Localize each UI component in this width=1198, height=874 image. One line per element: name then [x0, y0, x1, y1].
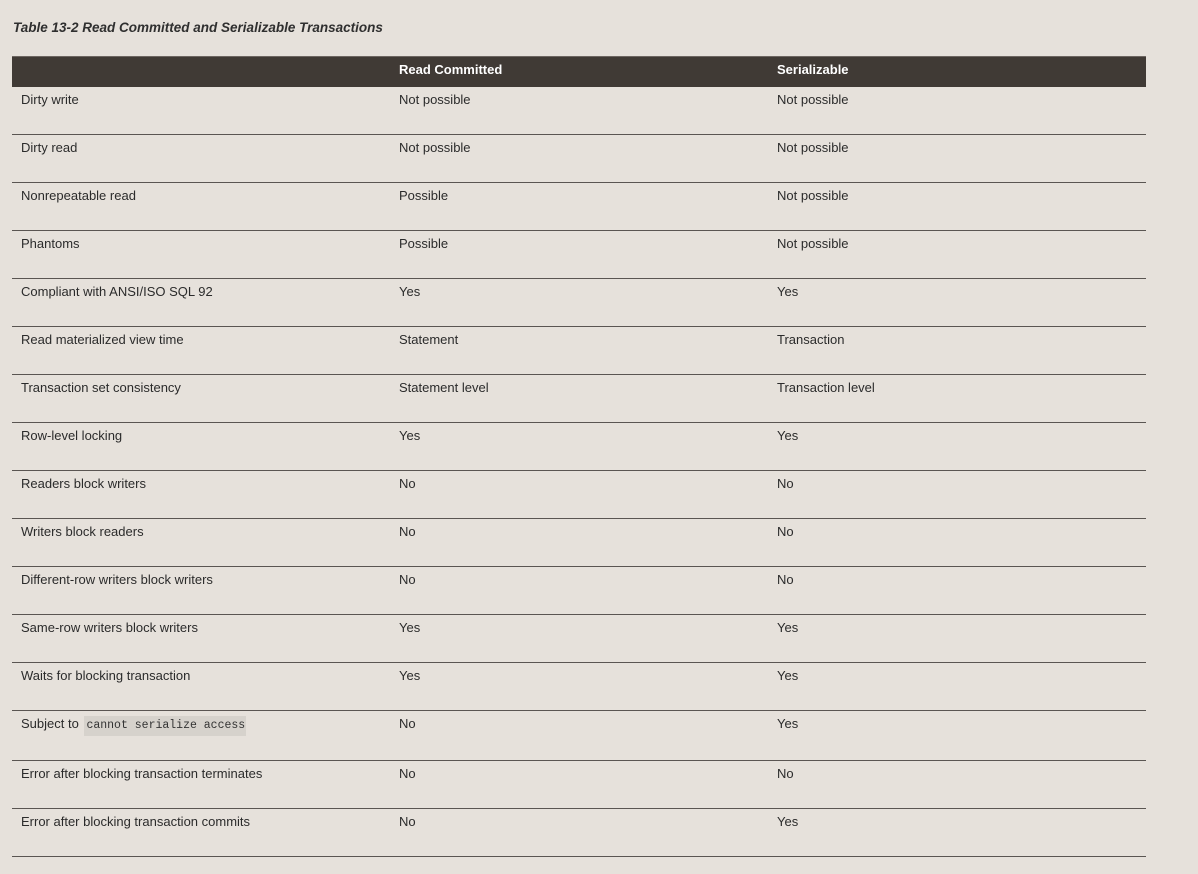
serializable-cell: Not possible — [777, 188, 849, 203]
read-committed-cell: Not possible — [399, 92, 471, 107]
table-row — [12, 471, 1146, 519]
feature-cell: Transaction set consistency — [21, 380, 181, 395]
read-committed-cell: No — [399, 572, 416, 587]
serializable-cell: Yes — [777, 814, 799, 829]
header-serializable: Serializable — [777, 62, 849, 77]
feature-cell: Same-row writers block writers — [21, 620, 198, 635]
feature-cell: Dirty write — [21, 92, 79, 107]
serializable-cell: Yes — [777, 284, 799, 299]
read-committed-cell: Statement — [399, 332, 459, 347]
serializable-cell: Not possible — [777, 236, 849, 251]
feature-cell — [12, 711, 390, 732]
serializable-cell: No — [777, 572, 794, 587]
read-committed-cell: Yes — [399, 428, 421, 443]
table-row — [12, 567, 1146, 615]
feature-text: Subject to — [21, 716, 79, 731]
read-committed-cell: No — [399, 814, 416, 829]
serializable-cell: Yes — [777, 668, 799, 683]
read-committed-cell: No — [399, 524, 416, 539]
feature-cell: Nonrepeatable read — [21, 188, 136, 203]
table-row — [12, 663, 1146, 711]
feature-cell: Error after blocking transaction commits — [21, 814, 251, 829]
table-row — [12, 809, 1146, 857]
table-row — [12, 135, 1146, 183]
table-row — [12, 183, 1146, 231]
read-committed-cell: No — [399, 476, 416, 491]
table-row — [12, 279, 1146, 327]
read-committed-cell: Not possible — [399, 140, 471, 155]
serializable-cell: Yes — [777, 716, 799, 731]
feature-cell: Writers block readers — [21, 524, 144, 539]
table-row — [12, 87, 1146, 135]
serializable-cell: No — [777, 524, 794, 539]
read-committed-cell: Possible — [399, 188, 449, 203]
table-row — [12, 711, 1146, 761]
serializable-cell: No — [777, 476, 794, 491]
header-feature — [12, 57, 390, 62]
read-committed-cell: Yes — [399, 668, 421, 683]
serializable-cell: Not possible — [777, 140, 849, 155]
read-committed-cell: Statement level — [399, 380, 489, 395]
read-committed-cell: Yes — [399, 620, 421, 635]
read-committed-cell: No — [399, 766, 416, 781]
feature-cell: Dirty read — [21, 140, 78, 155]
serializable-cell: Transaction — [777, 332, 845, 347]
table-row — [12, 231, 1146, 279]
feature-cell: Error after blocking transaction terminates — [21, 766, 263, 781]
table-row — [12, 761, 1146, 809]
feature-cell: Phantoms — [21, 236, 80, 251]
table-caption: Table 13-2 Read Committed and Serializable Transactions — [13, 20, 383, 35]
feature-cell: Compliant with ANSI/ISO SQL 92 — [21, 284, 213, 299]
serializable-cell: Yes — [777, 428, 799, 443]
feature-cell: Row-level locking — [21, 428, 123, 443]
header-read-committed: Read Committed — [399, 62, 503, 77]
table-row — [12, 423, 1146, 471]
table-row — [12, 615, 1146, 663]
feature-cell: Different-row writers block writers — [21, 572, 213, 587]
code-snippet: cannot serialize access — [84, 716, 246, 736]
read-committed-cell: Possible — [399, 236, 449, 251]
read-committed-cell: Yes — [399, 284, 421, 299]
feature-cell: Read materialized view time — [21, 332, 184, 347]
read-committed-cell: No — [399, 716, 416, 731]
serializable-cell: Transaction level — [777, 380, 875, 395]
table-row — [12, 519, 1146, 567]
serializable-cell: No — [777, 766, 794, 781]
table-row — [12, 327, 1146, 375]
serializable-cell: Yes — [777, 620, 799, 635]
table-row — [12, 375, 1146, 423]
feature-cell: Readers block writers — [21, 476, 146, 491]
comparison-table — [12, 56, 1146, 857]
serializable-cell: Not possible — [777, 92, 849, 107]
table-header-row — [12, 56, 1146, 87]
feature-cell: Waits for blocking transaction — [21, 668, 191, 683]
